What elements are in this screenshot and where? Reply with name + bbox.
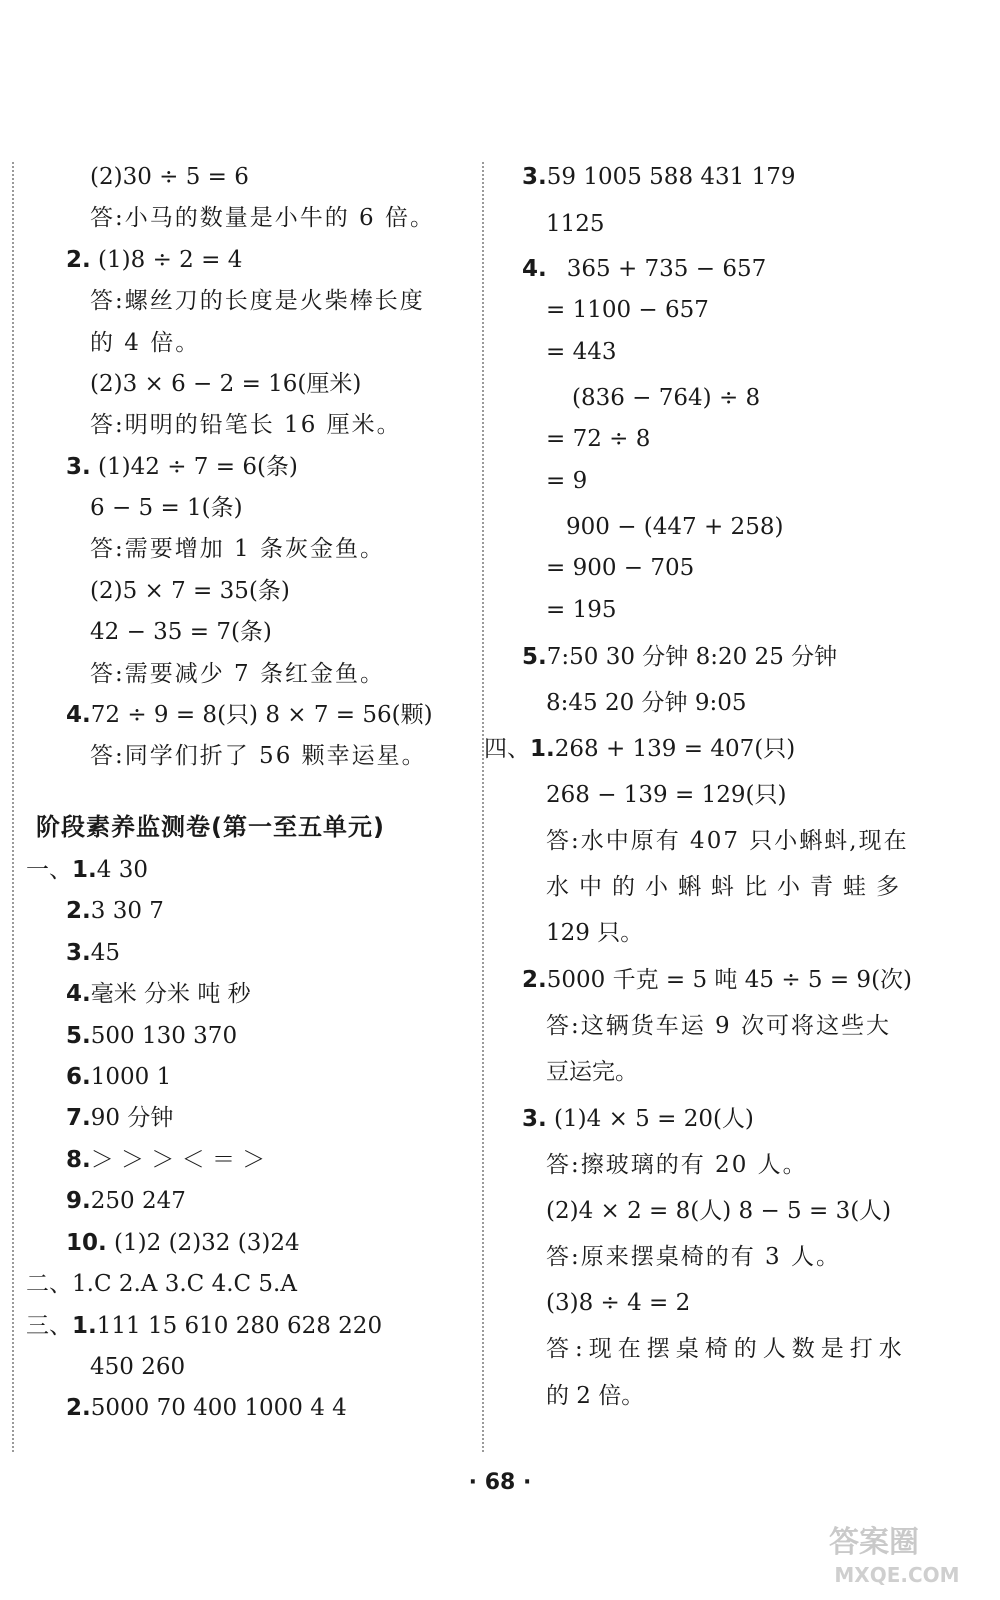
question-line: 10. (1)2 (2)32 (3)24 <box>66 1230 300 1256</box>
question-line: 一、1.4 30 <box>26 857 148 883</box>
calc-line: = 900 − 705 <box>546 555 695 581</box>
question-line: 5.500 130 370 <box>66 1023 238 1049</box>
answer-line: (2)3 × 6 − 2 = 16(厘米) <box>90 371 362 397</box>
answer-line: (2)5 × 7 = 35(条) <box>90 578 290 604</box>
question-line: 4.毫米 分米 吨 秒 <box>66 981 251 1007</box>
answer-line: 1125 <box>546 211 605 237</box>
answer-line: 答:原来摆桌椅的有 3 人。 <box>546 1244 842 1270</box>
question-line: 3.59 1005 588 431 179 <box>522 164 796 190</box>
watermark-text: MXQE.COM <box>834 1563 960 1587</box>
answer-line: 答:这辆货车运 9 次可将这些大 <box>546 1013 892 1039</box>
answer-line: 答:现在摆桌椅的人数是打水 <box>546 1336 908 1362</box>
calc-line: = 1100 − 657 <box>546 297 709 323</box>
answer-line: 答:需要减少 7 条红金鱼。 <box>90 661 386 687</box>
calc-line: (836 − 764) ÷ 8 <box>572 385 761 411</box>
answer-line: 的 4 倍。 <box>90 330 201 356</box>
question-line: 三、1.111 15 610 280 628 220 <box>26 1313 383 1339</box>
question-line: 8.＞ ＞ ＞ ＜ ＝ ＞ <box>66 1147 266 1173</box>
watermark-logo-text: 答案圈 <box>829 1525 919 1560</box>
question-line: 2.5000 千克 = 5 吨 45 ÷ 5 = 9(次) <box>522 967 913 993</box>
answer-line: 450 260 <box>90 1354 186 1380</box>
question-line: 3.45 <box>66 940 121 966</box>
answer-line: (3)8 ÷ 4 = 2 <box>546 1290 691 1316</box>
answer-line: 6 − 5 = 1(条) <box>90 495 243 521</box>
question-line: 5.7:50 30 分钟 8:20 25 分钟 <box>522 644 838 670</box>
calc-line: = 72 ÷ 8 <box>546 426 651 452</box>
answer-line: 129 只。 <box>546 920 644 946</box>
answer-line: 答:小马的数量是小牛的 6 倍。 <box>90 205 436 231</box>
answer-line: (2)30 ÷ 5 = 6 <box>90 164 249 190</box>
answer-line: 豆运完。 <box>546 1059 638 1085</box>
calc-line: 900 − (447 + 258) <box>566 514 784 540</box>
answer-line: 答:水中原有 407 只小蝌蚪,现在 <box>546 828 909 854</box>
question-line: 3. (1)4 × 5 = 20(人) <box>522 1106 754 1132</box>
column-divider <box>482 162 484 1452</box>
question-line: 2. (1)8 ÷ 2 = 4 <box>66 247 243 273</box>
question-line: 3. (1)42 ÷ 7 = 6(条) <box>66 454 298 480</box>
answer-line: 42 − 35 = 7(条) <box>90 619 272 645</box>
answer-line: 答:明明的铅笔长 16 厘米。 <box>90 412 402 438</box>
answer-line: (2)4 × 2 = 8(人) 8 − 5 = 3(人) <box>546 1198 892 1224</box>
question-line: 四、1.268 + 139 = 407(只) <box>484 736 796 762</box>
calc-line: = 443 <box>546 339 617 365</box>
page-number: · 68 · <box>468 1470 532 1495</box>
answer-line: 答:擦玻璃的有 20 人。 <box>546 1152 808 1178</box>
answer-line: 的 2 倍。 <box>546 1383 645 1409</box>
answer-line: 答:螺丝刀的长度是火柴棒长度 <box>90 288 425 314</box>
question-line: 2.5000 70 400 1000 4 4 <box>66 1395 347 1421</box>
section-heading: 阶段素养监测卷(第一至五单元) <box>36 813 385 841</box>
answer-line: 水中的小蝌蚪比小青蛙多 <box>546 874 909 900</box>
question-line: 4. 365 + 735 − 657 <box>522 256 767 282</box>
answer-line: 答:需要增加 1 条灰金鱼。 <box>90 536 386 562</box>
left-margin-divider <box>12 162 14 1452</box>
watermark-icon <box>812 1518 982 1588</box>
question-line: 7.90 分钟 <box>66 1105 174 1131</box>
question-line: 6.1000 1 <box>66 1064 172 1090</box>
answer-line: 8:45 20 分钟 9:05 <box>546 690 747 716</box>
question-line: 9.250 247 <box>66 1188 186 1214</box>
question-line: 2.3 30 7 <box>66 898 164 924</box>
question-line: 4.72 ÷ 9 = 8(只) 8 × 7 = 56(颗) <box>66 702 433 728</box>
question-line: 二、1.C 2.A 3.C 4.C 5.A <box>26 1271 297 1297</box>
answer-line: 268 − 139 = 129(只) <box>546 782 787 808</box>
answer-line: 答:同学们折了 56 颗幸运星。 <box>90 743 427 769</box>
watermark-logo <box>812 1518 982 1588</box>
calc-line: = 9 <box>546 468 588 494</box>
calc-line: = 195 <box>546 597 617 623</box>
